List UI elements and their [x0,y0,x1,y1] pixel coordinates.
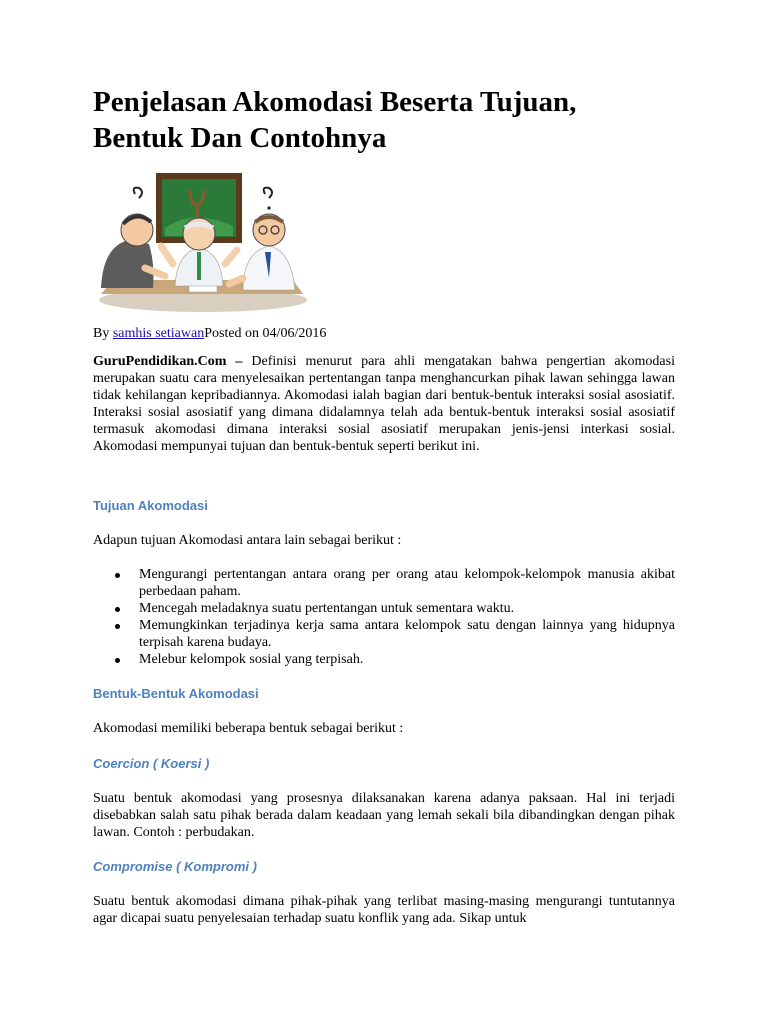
subheading-compromise: Compromise ( Kompromi ) [93,859,257,874]
byline-prefix: By [93,326,113,341]
author-link[interactable]: samhis setiawan [112,326,205,341]
bullet-icon [115,658,120,663]
bullet-icon [115,624,120,629]
posted-date: Posted on 04/06/2016 [204,326,327,341]
list-item: Mengurangi pertentangan antara orang per orang atau kelompok-kelompok manusia akibat perbedaan paham. [93,566,675,600]
article-title [93,84,693,156]
intro-paragraph [93,353,675,455]
compromise-paragraph: Suatu bentuk akomodasi dimana pihak-pihak yang terlibat masing-masing mengurangi tuntutannya agar dicapai suatu penyelesaian terhadap suatu konflik yang ada. Sikap untuk [93,894,675,926]
title-line-2: Bentuk Dan Contohnya [93,122,387,154]
section-heading-tujuan: Tujuan Akomodasi [93,498,208,513]
meeting-cartoon-illustration [93,168,307,312]
list-item: Memungkinkan terjadinya kerja sama antara kelompok satu dengan lainnya yang hidupnya terpisah karena budaya. [93,617,675,651]
coercion-paragraph: Suatu bentuk akomodasi yang prosesnya dilaksanakan karena adanya paksaan. Hal ini terjadi disebabkan salah satu pihak berada dalam keadaan yang lemah sekali bila dibandingkan dengan pihak lawan. Contoh : perbudakan. [93,791,675,840]
section-heading-bentuk: Bentuk-Bentuk Akomodasi [93,686,259,701]
bentuk-lead: Akomodasi memiliki beberapa bentuk sebagai berikut : [93,721,404,736]
list-item: Mencegah meladaknya suatu pertentangan untuk sementara waktu. [93,600,675,617]
subheading-coercion: Coercion ( Koersi ) [93,756,210,771]
intro-text: Definisi menurut para ahli mengatakan bahwa pengertian akomodasi merupakan suatu cara menyelesaikan pertentangan tanpa menghancurkan pihak lawan sehingga lawan tidak kehilangan kepribadiannya. Akomodasi ialah bagian dari bentuk-bentuk interaksi sosial asosiatif. Interaksi sosial asosiatif yang dimana didalamnya telah ada bentuk-bentuk interaksi sosial asosiatif termasuk akomodasi dimana interaksi sosial asosiatif merupakan jenis-jensi interkasi sosial. Akomodasi mempunyai tujuan dan bentuk-bentuk seperti berikut ini. [93,354,675,454]
bullet-icon [115,607,120,612]
site-name: GuruPendidikan.Com – [93,354,243,369]
title-line-1: Penjelasan Akomodasi Beserta Tujuan, [93,86,577,118]
list-item: Melebur kelompok sosial yang terpisah. [93,651,675,668]
tujuan-lead: Adapun tujuan Akomodasi antara lain sebagai berikut : [93,533,402,548]
article-byline [93,325,326,343]
bullet-icon [115,573,120,578]
tujuan-list [93,566,675,668]
